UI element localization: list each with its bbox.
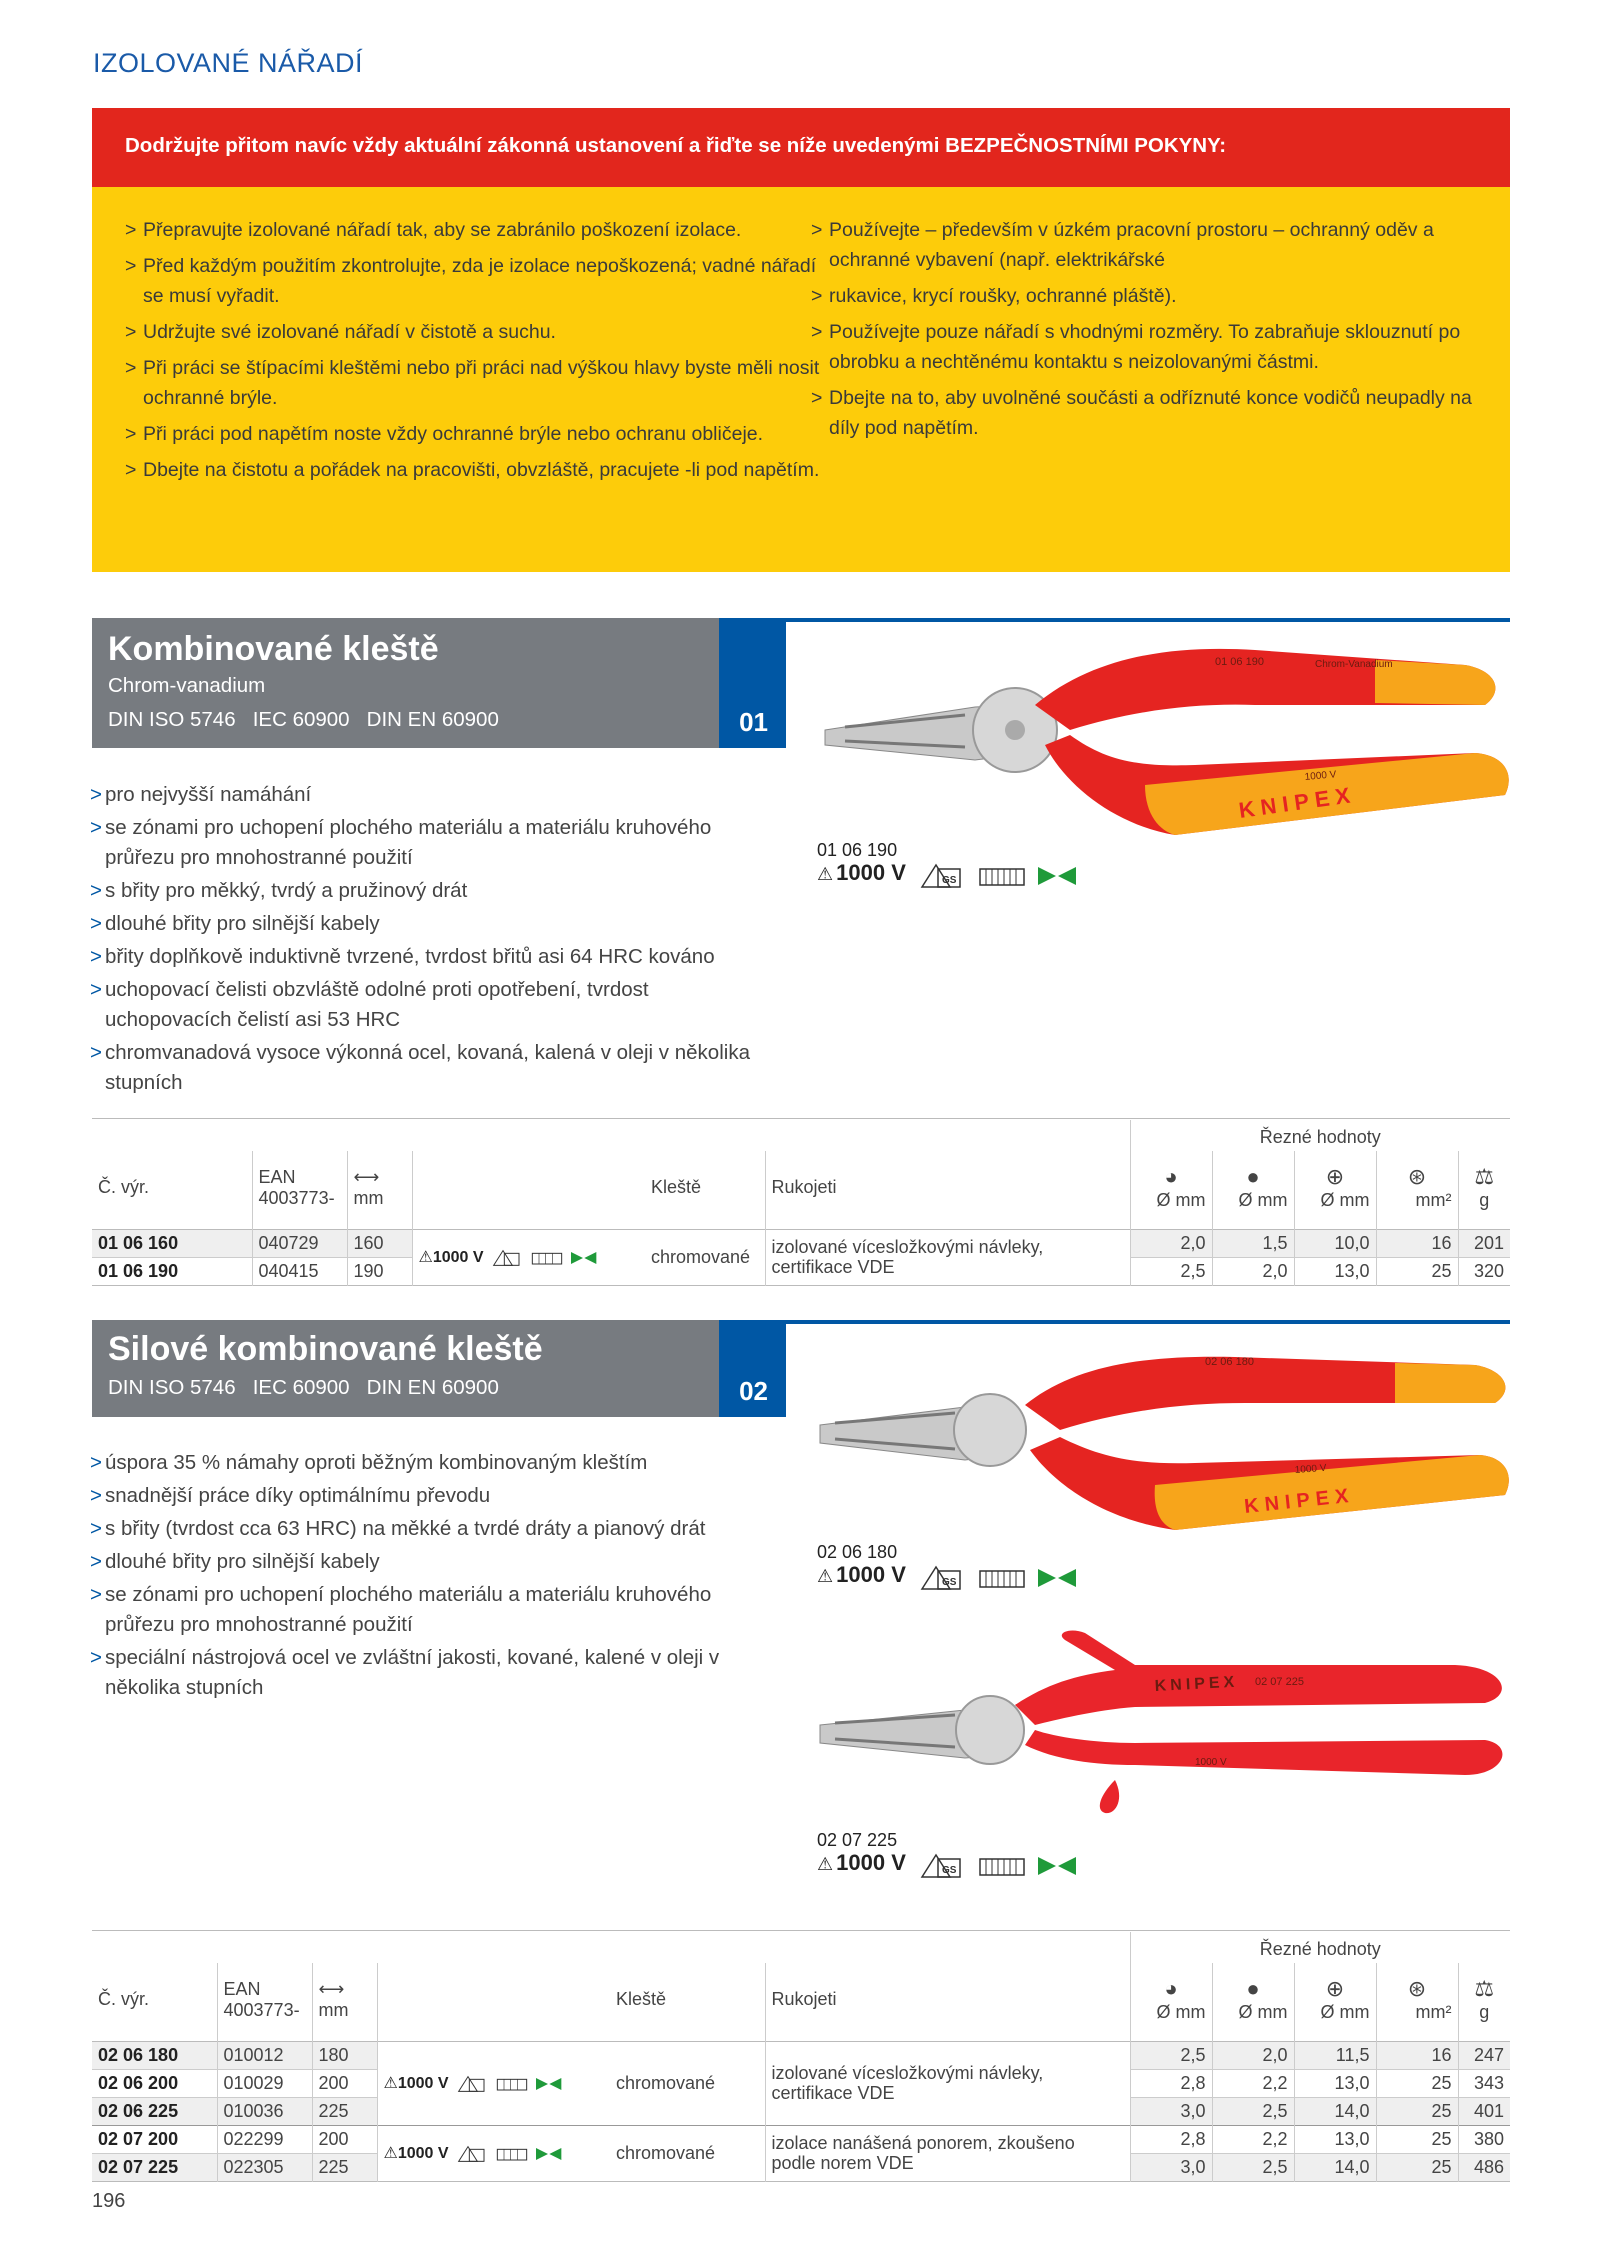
handle-type: izolace nanášená ponorem, zkoušeno podle norem VDE (765, 2125, 1130, 2181)
brand-knipex: KNIPEX (1243, 1484, 1356, 1518)
col-jaws: Kleště (616, 1989, 667, 2010)
jaws-finish: chromované (610, 2125, 765, 2181)
power-pliers-vde-image (815, 1345, 1515, 1545)
stranded-cable-icon: ⊛ (1407, 1976, 1427, 2002)
safety-list-right (811, 215, 1491, 449)
cable-icon: ⊕ (1325, 1976, 1345, 2002)
handle-type: izolované vícesložkovými návleky, certifikace VDE (765, 1229, 1130, 1285)
handle-print-voltage: 1000 V (1294, 1462, 1327, 1476)
section1-number: 01 (739, 707, 768, 737)
product-badges (817, 1850, 1090, 1881)
certification-icons (454, 2144, 574, 2164)
cutting-values-header: Řezné hodnoty (1130, 1120, 1510, 1151)
col-length: ⟷ mm (312, 1963, 377, 2041)
certification-icons (920, 861, 1090, 891)
safety-item: > Před každým použitím zkontrolujte, zda je izolace nepoškozená; vadné nářadí se musí vyřadit. (125, 251, 825, 311)
section2-title: Silové kombinované kleště (108, 1330, 543, 1368)
scale-icon: ⚖ (1474, 1976, 1495, 2002)
insulation-triangle-icon: ⚠ (418, 1249, 433, 1267)
col-code: Č. výr. (98, 1177, 150, 1198)
page-number: 196 (92, 2190, 126, 2212)
safety-heading-bar (92, 108, 1510, 187)
spec-table-1 (92, 1120, 1510, 1286)
feature-item: > úspora 35 % námahy oproti běžným kombinovaným kleštím (90, 1448, 780, 1478)
group-badges: ⚠1000 V (377, 2125, 610, 2181)
feature-item: > chromvanadová vysoce výkonná ocel, kovaná, kalená v oleji v několika stupních (90, 1038, 780, 1098)
cutting-values-header: Řezné hodnoty (1130, 1932, 1510, 1963)
feature-item: > snadnější práce díky optimálnímu převodu (90, 1481, 780, 1511)
col-ean: EAN 4003773- (252, 1151, 347, 1229)
brand-knipex: KNIPEX (1237, 781, 1358, 823)
wire-gauge-icon (980, 869, 1024, 885)
table-row: 02 07 200 022299 200 ⚠1000 V chromované izolace nanášená ponorem, zkoušeno podle norem VDE 2,8 2,2 13,0 25 380 (92, 2125, 1510, 2153)
feature-item: > dlouhé břity pro silnější kabely (90, 909, 780, 939)
section2-header (92, 1320, 719, 1417)
section1-subtitle: Chrom-vanadium (108, 674, 266, 697)
product-code: 02 06 180 (817, 1542, 898, 1562)
handle-print-voltage: 1000 V (1195, 1757, 1227, 1768)
page-title: IZOLOVANÉ NÁŘADÍ (93, 48, 364, 78)
safety-item: > Používejte pouze nářadí s vhodnými rozměry. To zabraňuje sklouznutí po obrobku a nechtěnému kontaktu s neizolovanými částmi. (811, 317, 1491, 377)
voltage-rating: ⚠ 1000 V (817, 860, 906, 885)
feature-item: > se zónami pro uchopení plochého materiálu a materiálu kruhového průřezu pro mnohostranné použití (90, 813, 780, 873)
col-weight: ⚖ g (1458, 1963, 1510, 2041)
safety-item: > Používejte – především v úzkém pracovní prostoru – ochranný oděv a ochranné vybavení (např. elektrikářské (811, 215, 1491, 275)
section1-norms: DIN ISO 5746 IEC 60900 DIN EN 60900 (108, 708, 499, 731)
handle-print-material: Chrom-Vanadium (1315, 659, 1393, 670)
feature-item: > se zónami pro uchopení plochého materiálu a materiálu kruhového průřezu pro mnohostranné použití (90, 1580, 780, 1640)
soft-wire-icon: ◕ (1164, 1976, 1178, 2002)
col-weight: ⚖ g (1458, 1151, 1510, 1229)
col-hard-wire: ● Ø mm (1212, 1963, 1294, 2041)
safety-item: > Při práci pod napětím noste vždy ochranné brýle nebo ochranu obličeje. (125, 419, 825, 449)
feature-item: > s břity (tvrdost cca 63 HRC) na měkké a tvrdé dráty a pianový drát (90, 1514, 780, 1544)
handle-print-voltage: 1000 V (1304, 769, 1337, 783)
feature-item: > s břity pro měkký, tvrdý a pružinový drát (90, 876, 780, 906)
section2-number-box (719, 1320, 786, 1417)
certification-icons (920, 1851, 1090, 1881)
col-ean: EAN 4003773- (217, 1963, 312, 2041)
feature-item: > uchopovací čelisti obzvláště odolné proti opotřebení, tvrdost uchopovacích čelistí asi 53 HRC (90, 975, 780, 1035)
spec-table-2 (92, 1932, 1510, 2182)
insulation-triangle-icon: ⚠ (817, 1566, 834, 1586)
combination-pliers-image (815, 635, 1515, 845)
safety-box (92, 187, 1510, 572)
section1-header (92, 618, 719, 748)
safety-heading: Dodržujte přitom navíc vždy aktuální zákonná ustanovení a řiďte se níže uvedenými BEZPEČNOSTNÍMI POKYNY: (125, 134, 1227, 157)
section1-features (90, 780, 780, 1101)
group-badges: ⚠1000 V (412, 1229, 645, 1285)
section2-number: 02 (739, 1376, 768, 1406)
insulation-triangle-icon: ⚠ (383, 2145, 398, 2163)
voltage-rating: ⚠ 1000 V (817, 1850, 906, 1875)
grip-zone-icon (1038, 867, 1076, 885)
handle-print-code: 01 06 190 (1215, 656, 1264, 668)
section2-features (90, 1448, 780, 1706)
soft-wire-icon: ◕ (1164, 1164, 1178, 1190)
col-soft-wire: ◕ Ø mm (1130, 1963, 1212, 2041)
table-row: 02 06 180 010012 180 ⚠1000 V chromované izolované vícesložkovými návleky, certifikace VDE 2,5 2,0 11,5 16 247 (92, 2041, 1510, 2069)
jaws-finish: chromované (610, 2041, 765, 2125)
feature-item: > pro nejvyšší namáhání (90, 780, 780, 810)
certification-icons (489, 1248, 609, 1268)
col-cable: ⊕ Ø mm (1294, 1151, 1376, 1229)
safety-item: > rukavice, krycí roušky, ochranné pláště). (811, 281, 1491, 311)
section2-norms: DIN ISO 5746 IEC 60900 DIN EN 60900 (108, 1376, 499, 1399)
col-handles: Rukojeti (765, 1963, 1130, 2041)
jaws-finish: chromované (645, 1229, 765, 1285)
power-pliers-dipped-image (815, 1625, 1515, 1825)
table-row: 02 06 225 010036 225 3,0 2,5 14,0 25 401 (92, 2097, 1510, 2125)
safety-item: > Dbejte na čistotu a pořádek na pracovišti, obvzláště, pracujete -li pod napětím. (125, 455, 825, 485)
col-cable: ⊕ Ø mm (1294, 1963, 1376, 2041)
section1-title: Kombinované kleště (108, 630, 439, 668)
insulation-triangle-icon: ⚠ (817, 864, 834, 884)
section2-rule (786, 1320, 1510, 1324)
col-jaws: Kleště (651, 1177, 702, 1198)
safety-item: > Udržujte své izolované nářadí v čistotě a suchu. (125, 317, 825, 347)
product-badges (817, 1562, 1090, 1593)
hard-wire-icon: ● (1246, 1164, 1260, 1190)
safety-item: > Při práci se štípacími kleštěmi nebo při práci nad výškou hlavy byste měli nosit ochranné brýle. (125, 353, 825, 413)
voltage-rating: ⚠ 1000 V (817, 1562, 906, 1587)
col-hard-wire: ● Ø mm (1212, 1151, 1294, 1229)
safety-list-left (125, 215, 825, 491)
vde-gs-icon (922, 865, 960, 887)
feature-item: > speciální nástrojová ocel ve zvláštní jakosti, kované, kalené v oleji v několika stupních (90, 1643, 780, 1703)
hard-wire-icon: ● (1246, 1976, 1260, 2002)
length-arrow-icon: ⟷ (318, 1978, 345, 1999)
cable-icon: ⊕ (1325, 1164, 1345, 1190)
scale-icon: ⚖ (1474, 1164, 1495, 1190)
handle-print-code: 02 07 225 (1255, 1676, 1304, 1688)
col-handles: Rukojeti (765, 1151, 1130, 1229)
handle-type: izolované vícesložkovými návleky, certifikace VDE (765, 2041, 1130, 2125)
table-row: 01 06 160 040729 160 ⚠1000 V chromované izolované vícesložkovými návleky, certifikace VDE 2,0 1,5 10,0 16 201 (92, 1229, 1510, 1257)
length-arrow-icon: ⟷ (353, 1166, 380, 1187)
table-row: 02 06 200 010029 200 2,8 2,2 13,0 25 343 (92, 2069, 1510, 2097)
handle-print-code: 02 06 180 (1205, 1356, 1254, 1368)
col-cross-section: ⊛ mm² (1376, 1963, 1458, 2041)
svg-text:GS: GS (942, 874, 957, 886)
svg-text:GS: GS (942, 1864, 957, 1876)
col-code: Č. výr. (98, 1989, 150, 2010)
insulation-triangle-icon: ⚠ (817, 1854, 834, 1874)
product-code: 02 07 225 (817, 1830, 898, 1850)
product-code: 01 06 190 (817, 840, 898, 860)
certification-icons (920, 1563, 1090, 1593)
table-row: 02 07 225 022305 225 3,0 2,5 14,0 25 486 (92, 2153, 1510, 2181)
product-badges (817, 860, 1090, 891)
feature-item: > břity doplňkově induktivně tvrzené, tvrdost břitů asi 64 HRC kováno (90, 942, 780, 972)
col-cross-section: ⊛ mm² (1376, 1151, 1458, 1229)
section1-number-box (719, 618, 786, 748)
table-row: 01 06 190 040415 190 2,5 2,0 13,0 25 320 (92, 1257, 1510, 1285)
svg-text:GS: GS (942, 1576, 957, 1588)
section1-rule (786, 618, 1510, 622)
col-length: ⟷ mm (347, 1151, 412, 1229)
safety-item: > Dbejte na to, aby uvolněné součásti a odříznuté konce vodičů neupadly na díly pod napětím. (811, 383, 1491, 443)
brand-knipex: KNIPEX (1154, 1673, 1239, 1695)
stranded-cable-icon: ⊛ (1407, 1164, 1427, 1190)
group-badges: ⚠1000 V (377, 2041, 610, 2125)
certification-icons (454, 2074, 574, 2094)
safety-item: > Přepravujte izolované nářadí tak, aby se zabránilo poškození izolace. (125, 215, 825, 245)
insulation-triangle-icon: ⚠ (383, 2075, 398, 2093)
col-soft-wire: ◕ Ø mm (1130, 1151, 1212, 1229)
feature-item: > dlouhé břity pro silnější kabely (90, 1547, 780, 1577)
